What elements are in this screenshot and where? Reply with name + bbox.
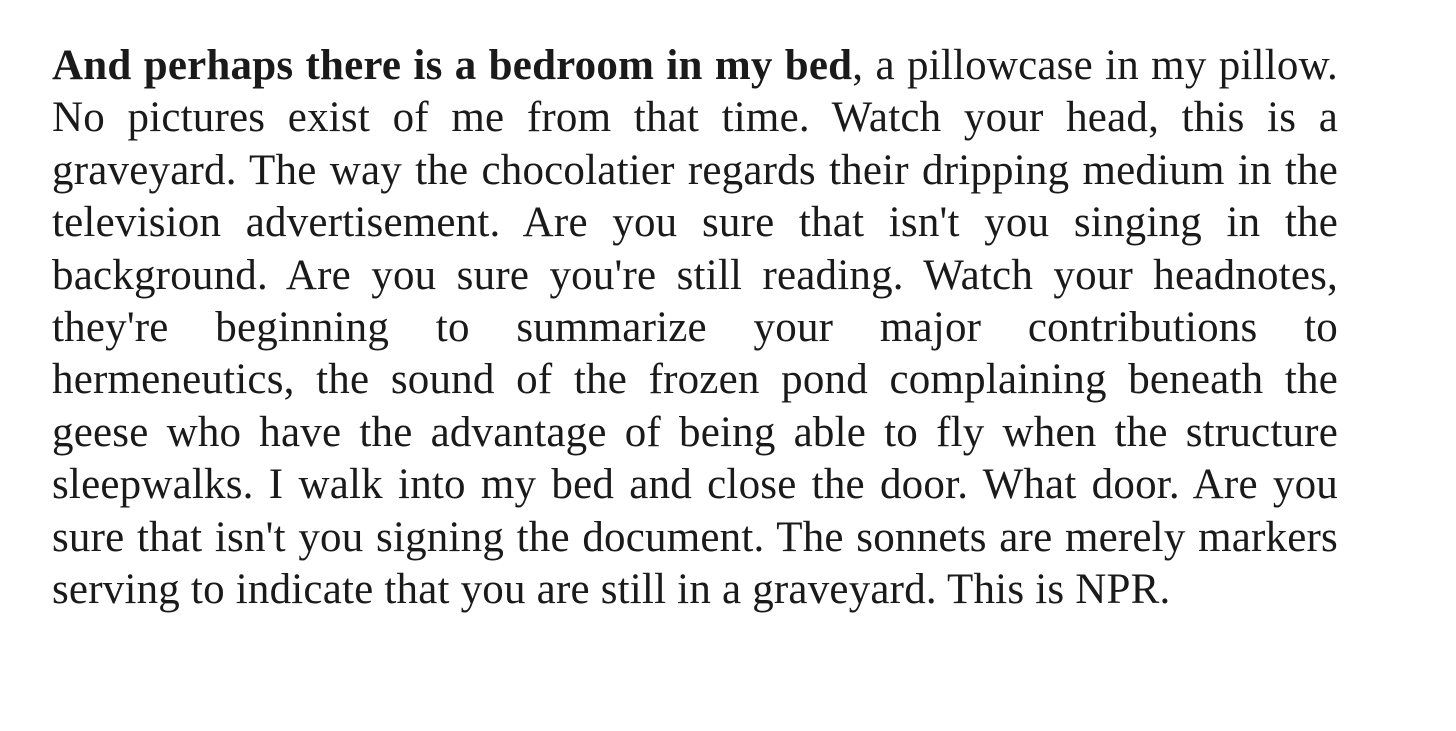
prose-paragraph (52, 40, 1338, 616)
paragraph-lead: And perhaps there is a bedroom in my bed (52, 42, 853, 89)
paragraph-body: , a pillowcase in my pillow. No pictures exist of me from that time. Watch your head, this is a graveyard. The way the chocolatier regards their dripping medium in the television advertisement. Are you sure that isn't you singing in the background. Are you sure you're still reading. Watch your headnotes, they're beginning to summarize your major contributions to hermeneutics, the sound of the frozen pond complaining beneath the geese who have the advantage of being able to fly when the structure sleepwalks. I walk into my bed and close the door. What door. Are you sure that isn't you signing the document. The sonnets are merely markers serving to indicate that you are still in a graveyard. This is NPR. (52, 42, 1338, 614)
document-page (52, 40, 1338, 616)
